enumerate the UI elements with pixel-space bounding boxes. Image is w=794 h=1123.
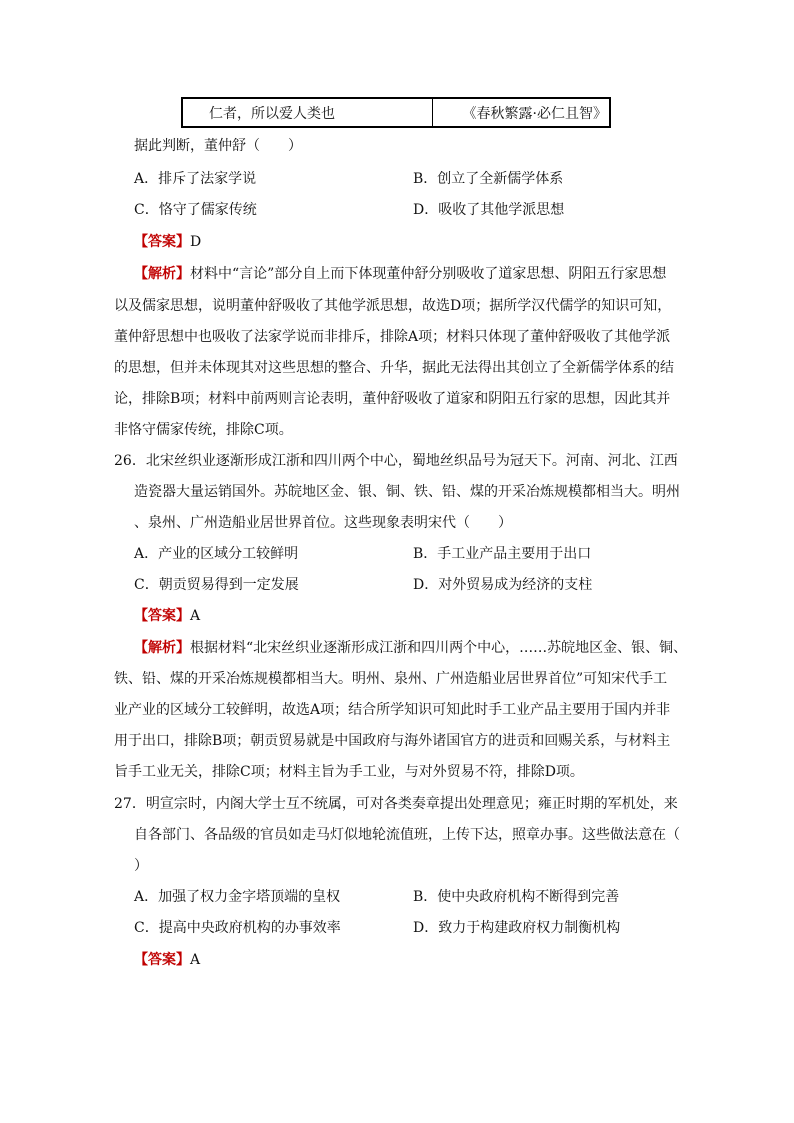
q26-option-d: D．对外贸易成为经济的支柱: [413, 577, 593, 593]
answer-tag: 【答案】: [134, 234, 190, 250]
q27-stem-line-3: ）: [134, 858, 148, 874]
answer-tag: 【答案】: [134, 608, 190, 624]
q27-option-a: A．加强了权力金字塔顶端的皇权: [134, 889, 341, 905]
q25-option-d: D．吸收了其他学派思想: [413, 202, 565, 218]
q25-answer: [134, 232, 201, 252]
q25-option-c: C．恪守了儒家传统: [134, 202, 257, 218]
answer-tag: 【答案】: [134, 952, 190, 968]
q26-option-b: B．手工业产品主要用于出口: [413, 546, 592, 562]
q26-analysis-line-2: 铁、铅、煤的开采冶炼规模都相当大。明州、泉州、广州造船业居世界首位”可知宋代手工: [114, 671, 668, 687]
answer-value: A: [190, 952, 201, 968]
q26-stem-line-1: 26．北宋丝织业逐渐形成江浙和四川两个中心，蜀地丝织品号为冠天下。河南、河北、江西: [114, 453, 678, 469]
q27-answer: [134, 950, 200, 970]
q26-stem-line-2: 造瓷器大量运销国外。苏皖地区金、银、铜、铁、铅、煤的开采冶炼规模都相当大。明州: [134, 484, 680, 500]
q26-analysis-line-5: 旨手工业无关，排除C项；材料主旨为手工业，与对外贸易不符，排除D项。: [114, 764, 584, 780]
quote-source: 《春秋繁露·必仁且智》: [462, 105, 607, 122]
q27-option-b: B．使中央政府机构不断得到完善: [413, 889, 620, 905]
q26-analysis-line-3: 业产业的区域分工较鲜明，故选A项；结合所学知识可知此时手工业产品主要用于国内并非: [114, 702, 671, 718]
q26-option-c: C．朝贡贸易得到一定发展: [134, 577, 299, 593]
q26-answer: [134, 606, 200, 626]
q26-analysis-line-4: 用于出口，排除B项；朝贡贸易就是中国政府与海外诸国官方的进贡和回赐关系，与材料主: [114, 733, 671, 749]
analysis-tag: 【解析】: [134, 640, 190, 656]
answer-value: A: [190, 608, 201, 624]
analysis-tag: 【解析】: [134, 266, 190, 282]
q25-stem: 据此判断，董仲舒（ ）: [134, 138, 302, 154]
quote-text: 仁者，所以爱人类也: [183, 99, 433, 126]
q27-stem-line-1: 27．明宣宗时，内阁大学士互不统属，可对各类奏章提出处理意见；雍正时期的军机处，来: [114, 796, 678, 812]
q26-option-a: A．产业的区域分工较鲜明: [134, 546, 299, 562]
q25-option-b: B．创立了全新儒学体系: [413, 171, 564, 187]
q25-analysis-line-6: 非恪守儒家传统，排除C项。: [114, 422, 293, 438]
q25-analysis-line-5: 论，排除B项；材料中前两则言论表明，董仲舒吸收了道家和阴阳五行家的思想，因此其并: [114, 391, 671, 407]
quote-table: [181, 97, 611, 128]
q27-stem-line-2: 自各部门、各品级的官员如走马灯似地轮流值班，上传下达，照章办事。这些做法意在（: [134, 827, 680, 843]
q27-option-c: C．提高中央政府机构的办事效率: [134, 920, 341, 936]
q25-analysis-line-1: 【解析】材料中“言论”部分自上而下体现董仲舒分别吸收了道家思想、阴阳五行家思想: [134, 266, 667, 282]
answer-value: D: [190, 234, 202, 250]
q25-analysis-line-3: 董仲舒思想中也吸收了法家学说而非排斥，排除A项；材料只体现了董仲舒吸收了其他学派: [114, 329, 671, 345]
q27-option-d: D．致力于构建政府权力制衡机构: [413, 920, 621, 936]
q26-analysis-line-1: 【解析】根据材料“北宋丝织业逐渐形成江浙和四川两个中心，……苏皖地区金、银、铜、: [134, 640, 688, 656]
q25-analysis-line-2: 以及儒家思想，说明董仲舒吸收了其他学派思想，故选D项；据所学汉代儒学的知识可知，: [114, 298, 672, 314]
q25-option-a: A．排斥了法家学说: [134, 171, 257, 187]
q25-analysis-line-4: 的思想，但并未体现其对这些思想的整合、升华，据此无法得出其创立了全新儒学体系的结: [114, 360, 674, 376]
q26-stem-line-3: 、泉州、广州造船业居世界首位。这些现象表明宋代（ ）: [134, 515, 512, 531]
